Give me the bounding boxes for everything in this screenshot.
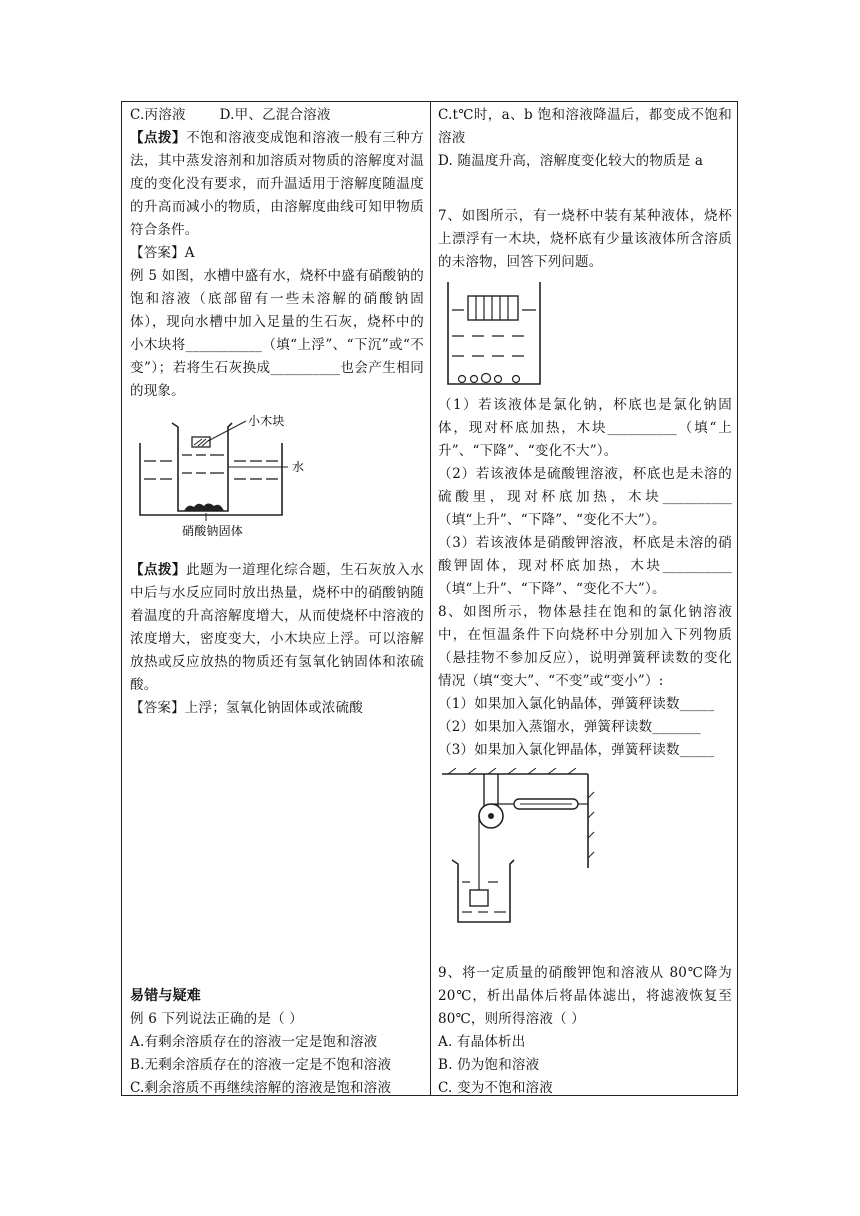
question-8-2: （2）如果加入蒸馏水，弹簧秤读数_______ (438, 719, 701, 735)
question-8: 8、如图所示，物体悬挂在饱和的氯化钠溶液中，在恒温条件下向烧杯中分别加入下列物质（悬挂物不参加反应），说明弹簧秤读数的变化情况（填“变大”、“不变”或“变小”）: (438, 604, 732, 689)
section-heading: 易错与疑难 (130, 988, 201, 1004)
answer-1: 【答案】A (130, 245, 195, 261)
column-divider (430, 101, 431, 1096)
question-7-3: （3）若该液体是硝酸钾溶液，杯底是未溶的硝酸钾固体，现对杯底加热，木块__________（填“上升”、“下降”、“变化不大”）。 (438, 535, 732, 597)
tip-2 (130, 559, 424, 697)
left-bottom-section (130, 985, 424, 1100)
example-6-option-a: A.有剩余溶质存在的溶液一定是饱和溶液 (130, 1034, 378, 1050)
spring-balance-figure (438, 768, 598, 928)
tip-2-tag: 【点拨】 (130, 562, 187, 578)
sodium-nitrate-solid (184, 504, 224, 512)
label-sodium-nitrate: 硝酸钠固体 (182, 524, 244, 538)
example-5: 例 5 如图，水槽中盛有水，烧杯中盛有硝酸钠的饱和溶液（底部留有一些未溶解的硝酸钠固体），现向水槽中加入足量的生石灰，烧杯中的小木块将___________（填“上浮”、“下沉”或“不变”）；若将生石灰换成__________也会产生相同的现象。 (130, 268, 424, 399)
tip-1-text: 不饱和溶液变成饱和溶液一般有三种方法，其中蒸发溶剂和加溶质对物质的溶解度对温度的变化没有要求，而升温适用于溶解度随温度的升高而减小的物质，由溶解度曲线可知甲物质符合条件。 (130, 130, 424, 238)
question-7-1: （1）若该液体是氯化钠，杯底也是氯化钠固体，现对杯底加热，木块__________（填“上升”、“下降”、“变化不大”）。 (438, 397, 732, 459)
right-option-c: C.t℃时，a、b 饱和溶液降温后，都变成不饱和溶液 (438, 107, 732, 146)
question-9-option-c: C. 变为不饱和溶液 (438, 1080, 553, 1096)
question-9-option-a: A. 有晶体析出 (438, 1034, 526, 1050)
right-column (438, 104, 732, 928)
left-column (130, 104, 424, 720)
beaker-in-trough-figure (136, 411, 336, 551)
beaker (172, 423, 232, 511)
example-6: 例 6 下列说法正确的是（ ） (130, 1011, 303, 1027)
tip-2-text: 此题为一道理化综合题，生石灰放入水中后与水反应同时放出热量，烧杯中的硝酸钠随着温度的升高溶解度增大，从而使烧杯中溶液的浓度增大，密度变大，小木块应上浮。可以溶解放热或反应放热的物质还有氢氧化钠固体和浓硫酸。 (130, 562, 424, 693)
option-d: D.甲、乙混合溶液 (219, 107, 331, 123)
tip-1 (130, 127, 424, 242)
option-c-d-line (130, 104, 424, 127)
question-9-option-b: B. 仍为饱和溶液 (438, 1057, 540, 1073)
question-7: 7、如图所示，有一烧杯中装有某种液体，烧杯上漂浮有一木块，烧杯底有少量该液体所含溶质的未溶物，回答下列问题。 (438, 208, 732, 270)
option-c: C.丙溶液 (130, 107, 186, 123)
example-6-option-c: C.剩余溶质不再继续溶解的溶液是饱和溶液 (130, 1080, 392, 1096)
label-water: 水 (292, 460, 305, 474)
question-8-3: （3）如果加入氯化钾晶体，弹簧秤读数_____ (438, 742, 715, 758)
right-bottom-section (438, 962, 732, 1100)
undissolved-solid (459, 374, 520, 383)
tip-1-tag: 【点拨】 (130, 130, 187, 146)
example-6-option-b: B.无剩余溶质存在的溶液一定是不饱和溶液 (130, 1057, 392, 1073)
right-option-d: D. 随温度升高，溶解度变化较大的物质是 a (438, 153, 704, 169)
floating-block-figure (444, 280, 544, 390)
question-8-1: （1）如果加入氯化钠晶体，弹簧秤读数_____ (438, 696, 715, 712)
question-7-2: （2）若该液体是硫酸锂溶液，杯底也是未溶的硫酸里，现对杯底加热，木块__________（填“上升”、“下降”、“变化不大”）。 (438, 466, 732, 528)
answer-2: 【答案】上浮；氢氧化钠固体或浓硫酸 (130, 700, 363, 716)
question-9: 9、将一定质量的硝酸钾饱和溶液从 80℃降为 20℃，析出晶体后将晶体滤出，将滤液恢复至 80℃，则所得溶液（ ） (438, 965, 732, 1027)
hanging-object (470, 890, 488, 906)
label-wooden-block: 小木块 (248, 414, 285, 428)
